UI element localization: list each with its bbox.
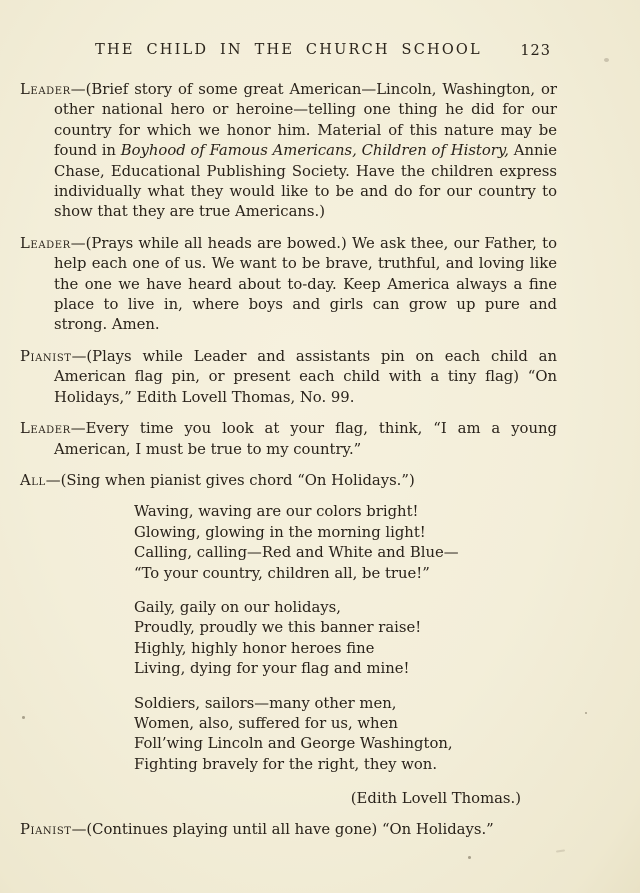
entry-leader-flag bbox=[20, 419, 557, 460]
entry-pianist-closing bbox=[20, 820, 557, 840]
verse-line: Soldiers, sailors—many other men, bbox=[134, 694, 397, 712]
entry-text: —(Brief story of some great American—Lincoln, Washington, or other national hero or heroine—telling one thing he did for our country for which we honor him. Material of this nature may be found in bbox=[54, 81, 557, 160]
entry-text: —(Prays while all heads are bowed.) We ask thee, our Father, to help each one of us. We want to be brave, truthful, and loving like the one we have heard about to-day. Keep America always a fine place to live in, where boys and girls can grow up pure and strong. Amen. bbox=[54, 234, 557, 334]
entry-text: —(Sing when pianist gives chord “On Holidays.”) bbox=[45, 471, 415, 489]
entry-leader-story bbox=[20, 80, 557, 223]
speaker-label: Pianist bbox=[20, 347, 72, 365]
verse-3 bbox=[134, 694, 557, 776]
verse-line: Women, also, suffered for us, when bbox=[134, 714, 398, 732]
verse-2 bbox=[134, 598, 557, 680]
entry-text: —(Continues playing until all have gone) “On Holidays.” bbox=[71, 820, 494, 838]
verse-line: Waving, waving are our colors bright! bbox=[134, 503, 419, 521]
scan-speck bbox=[604, 58, 609, 62]
entry-text: —(Plays while Leader and assistants pin on each child an American flag pin, or present each child with a tiny flag) “On Holidays,” Edith Lovell Thomas, No. 99. bbox=[54, 347, 557, 406]
verse-line: Fighting bravely for the right, they won. bbox=[134, 755, 438, 773]
page-body bbox=[20, 80, 557, 840]
entry-pianist-flags bbox=[20, 347, 557, 408]
scan-speck bbox=[585, 712, 587, 714]
speaker-label: All bbox=[20, 471, 46, 489]
speaker-label: Leader bbox=[20, 81, 71, 98]
scan-speck bbox=[556, 849, 565, 852]
verse-line: Living, dying for your flag and mine! bbox=[134, 660, 410, 678]
page-number: 123 bbox=[520, 43, 551, 59]
speaker-label: Pianist bbox=[20, 820, 72, 838]
verse-1 bbox=[134, 502, 557, 584]
song-attribution: (Edith Lovell Thomas.) bbox=[350, 790, 521, 808]
entry-leader-prayer bbox=[20, 234, 557, 336]
scan-speck bbox=[22, 716, 25, 719]
running-title: THE CHILD IN THE CHURCH SCHOOL bbox=[95, 42, 482, 58]
scan-speck bbox=[468, 856, 471, 859]
verse-line: Foll’wing Lincoln and George Washington, bbox=[134, 735, 453, 753]
verse-line: Glowing, glowing in the morning light! bbox=[134, 523, 426, 541]
verse-line: Gaily, gaily on our holidays, bbox=[134, 598, 341, 616]
verse-line: Highly, highly honor heroes fine bbox=[134, 639, 375, 657]
verse-line: Calling, calling—Red and White and Blue— bbox=[134, 544, 459, 562]
speaker-label: Leader bbox=[20, 234, 71, 252]
entry-text: Annie Chase, Educational Publishing Society. Have the children express individually what they would like to be and do for our country to show that they are true Americans.) bbox=[54, 142, 557, 221]
verse-line: “To your country, children all, be true!” bbox=[134, 564, 430, 582]
verse-line: Proudly, proudly we this banner raise! bbox=[134, 619, 422, 637]
entry-all-sing bbox=[20, 471, 557, 491]
book-title-italic: Boyhood of Famous Americans, Children of History, bbox=[120, 142, 509, 160]
song-verses bbox=[134, 502, 557, 775]
page-header bbox=[20, 40, 557, 64]
entry-text: —Every time you look at your flag, think, “I am a young American, I must be true to my country.” bbox=[54, 420, 557, 458]
speaker-label: Leader bbox=[20, 420, 71, 438]
